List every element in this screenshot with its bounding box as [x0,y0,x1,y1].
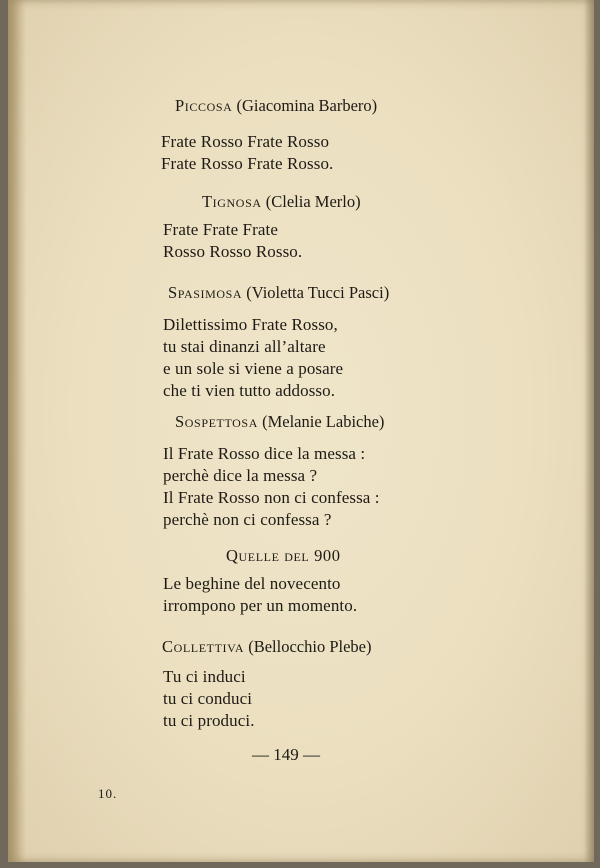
verse-line: che ti vien tutto addosso. [163,381,336,400]
speaker-attribution: (Melanie Labiche) [262,412,385,431]
verse-line: Tu ci induci [163,667,246,686]
verse-line: e un sole si viene a posare [163,359,344,378]
verse-block-spasimosa [163,314,343,402]
speaker-attribution: (Clelia Merlo) [265,192,361,211]
section-heading-collettiva [162,637,372,657]
verse-line: perchè dice la messa ? [163,466,318,485]
verse-line: Frate Rosso Frate Rosso. [161,154,334,173]
verse-line: tu stai dinanzi all’altare [163,337,326,356]
verse-line: Le beghine del novecento [163,574,341,593]
speaker-name: Collettiva [162,637,245,656]
speaker-attribution: (Bellocchio Plebe) [248,637,372,656]
verse-line: Rosso Rosso Rosso. [163,242,303,261]
verse-line: Il Frate Rosso dice la messa : [163,444,366,463]
verse-line: Frate Frate Frate [163,220,278,239]
verse-block-tignosa [163,219,302,263]
verse-line: Il Frate Rosso non ci confessa : [163,488,380,507]
speaker-name: Sospettosa [175,412,258,431]
verse-block-collettiva [163,666,255,732]
speaker-attribution: (Violetta Tucci Pasci) [246,283,390,302]
section-heading-spasimosa [168,283,389,303]
verse-line: irrompono per un momento. [163,596,358,615]
verse-line: Frate Rosso Frate Rosso [161,132,330,151]
verse-block-sospettosa [163,443,380,531]
section-heading-quelle-del-900 [226,546,341,566]
book-page [8,0,594,862]
section-heading-piccosa [175,96,377,116]
verse-line: tu ci produci. [163,711,255,730]
verse-block-piccosa [161,131,333,175]
speaker-name: Tignosa [202,192,262,211]
section-heading-sospettosa [175,412,384,432]
verse-block-quelle-del-900 [163,573,357,617]
speaker-name: Quelle del 900 [226,546,341,565]
verse-line: Dilettissimo Frate Rosso, [163,315,338,334]
section-heading-tignosa [202,192,361,212]
verse-line: tu ci conduci [163,689,253,708]
signature-mark: 10. [98,786,118,801]
page-number: — 149 — [252,745,320,764]
speaker-name: Spasimosa [168,283,243,302]
speaker-attribution: (Giacomina Barbero) [236,96,378,115]
speaker-name: Piccosa [175,96,233,115]
verse-line: perchè non ci confessa ? [163,510,332,529]
